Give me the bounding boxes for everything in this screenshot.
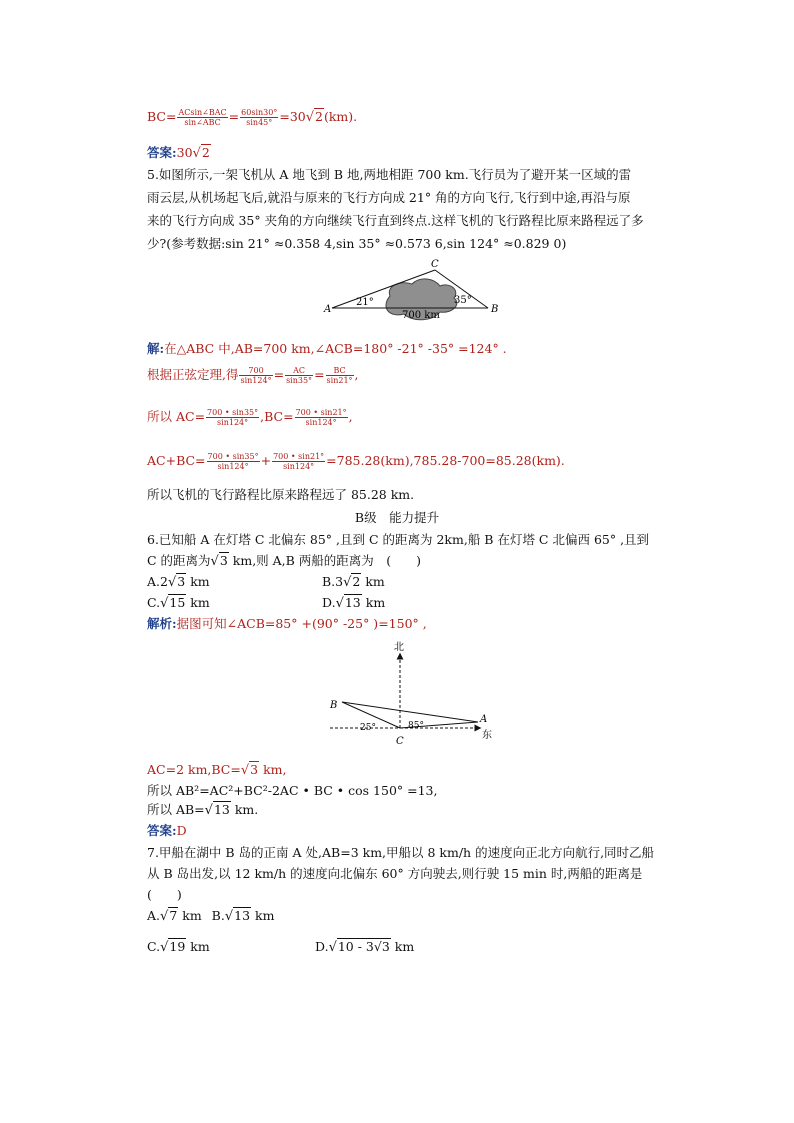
angle-a-label: 21° [356, 297, 374, 308]
sol5-line3: 所以 AC= $\frac{700 • \sin 35^\circ}{\sin 124^\circ}$ ,BC= $\frac{700 • \sin 21^\circ}{\sin 124^\circ}$ , [147, 408, 353, 427]
angle-b-label: 35° [454, 295, 472, 306]
q6-option-c: C.√15 km [147, 595, 210, 611]
q5-line3: 来的飞行方向成 35° 夹角的方向继续飞行直到终点.这样飞机的飞行路程比原来路程远了多 [147, 213, 644, 228]
point-a: A [324, 304, 332, 315]
q7-option-a: A.√7 km [147, 908, 202, 924]
ship-diagram [320, 636, 500, 748]
fraction: $\frac{AC}{\sin 35^\circ}$ [286, 366, 313, 385]
q7-options-ab [147, 907, 274, 926]
east-label: 东 [482, 730, 492, 741]
point-c: C [431, 259, 439, 270]
q7-option-d: D.√10 - 3√3 km [315, 939, 415, 955]
fraction: $\frac{60\sin 30^\circ}{\sin 45^\circ}$ [241, 108, 278, 127]
distance-label: 700 km [402, 310, 440, 321]
answer-line-q6: 答案:D [147, 823, 187, 838]
fraction: $\frac{700 • \sin 21^\circ}{\sin 124^\circ}$ [295, 408, 347, 427]
sqrt: √13 [204, 802, 230, 818]
q7-option-c: C.√19 km [147, 939, 210, 955]
answer-line-q4: 答案:30√2 [147, 145, 210, 161]
sqrt: √3 [240, 762, 259, 778]
fraction: $\frac{700 • \sin 35^\circ}{\sin 124^\circ}$ [207, 452, 259, 471]
sol6-line3: 所以 AB=√13 km. [147, 802, 259, 818]
fraction: $\frac{700}{\sin 124^\circ}$ [240, 366, 272, 385]
sqrt: √19 [160, 939, 186, 955]
q6-line1: 6.已知船 A 在灯塔 C 北偏东 85° ,且到 C 的距离为 2km,船 B 在灯塔 C 北偏西 65° ,且到 [147, 532, 650, 547]
sol5-conclusion: 所以飞机的飞行路程比原来路程远了 85.28 km. [147, 487, 415, 502]
point-c: C [396, 736, 404, 747]
q6-option-a: A.2√3 km [147, 574, 210, 590]
sqrt: √15 [160, 595, 186, 611]
fraction: $\frac{BC}{\sin 21^\circ}$ [326, 366, 353, 385]
sol6-line2: 所以 AB²=AC²+BC²-2AC • BC • cos 150° =13, [147, 783, 438, 798]
q5-line1: 5.如图所示,一架飞机从 A 地飞到 B 地,两地相距 700 km.飞行员为了避开某一区域的雷 [147, 167, 632, 182]
solution-line-bc: BC= $\frac{\text{ACsin∠BAC}}{\text{sin∠ABC}}$ = $\frac{60\sin 30^\circ}{\sin 45^\circ}$ =30√2(km). [147, 108, 358, 127]
sol5-line4: AC+BC= $\frac{700 • \sin 35^\circ}{\sin 124^\circ}$ + $\frac{700 • \sin 21^\circ}{\sin 124^\circ}$ =785.28(km),785.28-700=85.28(km). [147, 452, 565, 471]
fraction: $\frac{700 • \sin 21^\circ}{\sin 124^\circ}$ [273, 452, 325, 471]
sqrt: √13 [335, 595, 361, 611]
sqrt: √13 [224, 908, 251, 924]
q7-line2: 从 B 岛出发,以 12 km/h 的速度向北偏东 60° 方向驶去,则行驶 15 min 时,两船的距离是 [147, 866, 643, 881]
q6-solution-line1: 解析:据图可知∠ACB=85° +(90° -25° )=150° , [147, 616, 427, 631]
sol5-line1: 解:在△ABC 中,AB=700 km,∠ACB=180° -21° -35° =124° . [147, 341, 507, 356]
sqrt: √2 [192, 145, 210, 161]
sqrt: √3 [167, 574, 186, 590]
segment-ab [342, 702, 478, 722]
q7-option-b: B.√13 km [211, 908, 275, 924]
angle-85-label: 85° [408, 721, 424, 731]
bc-label: BC= [147, 109, 177, 124]
sol6-line1: AC=2 km,BC=√3 km, [147, 762, 287, 778]
sqrt: √2 [305, 109, 323, 125]
sqrt: √3 [210, 553, 228, 569]
q7-line1: 7.甲船在湖中 B 岛的正南 A 处,AB=3 km,甲船以 8 km/h 的速度向正北方向航行,同时乙船 [147, 845, 655, 860]
flight-diagram [320, 256, 510, 332]
point-b: B [330, 700, 338, 711]
sqrt: √2 [343, 574, 361, 590]
q5-line2: 雨云层,从机场起飞后,就沿与原来的飞行方向成 21° 角的方向飞行,飞行到中途,再沿与原 [147, 190, 631, 205]
angle-25-label: 25° [360, 723, 376, 733]
sol5-line2: 根据正弦定理,得 $\frac{700}{\sin 124^\circ}$ = $\frac{AC}{\sin 35^\circ}$ = $\frac{BC}{\sin 21^\circ}$ , [147, 366, 359, 385]
q5-line4: 少?(参考数据:sin 21° ≈0.358 4,sin 35° ≈0.573 6,sin 124° ≈0.829 0) [147, 236, 567, 251]
fraction: $\frac{\text{ACsin∠BAC}}{\text{sin∠ABC}}$ [178, 108, 227, 127]
point-a: A [480, 714, 488, 725]
sqrt: √7 [160, 908, 178, 924]
sqrt: √10 - 3√3 [328, 939, 390, 955]
level-heading: B级 能力提升 [354, 510, 440, 525]
q7-line3: ( ) [147, 887, 182, 902]
fraction: $\frac{700 • \sin 35^\circ}{\sin 124^\circ}$ [207, 408, 259, 427]
north-label: 北 [394, 642, 404, 653]
q6-line2: C 的距离为√3 km,则 A,B 两船的距离为 ( ) [147, 553, 422, 569]
q6-option-d: D.√13 km [322, 595, 386, 611]
point-b: B [491, 304, 499, 315]
q6-option-b: B.3√2 km [322, 574, 385, 590]
